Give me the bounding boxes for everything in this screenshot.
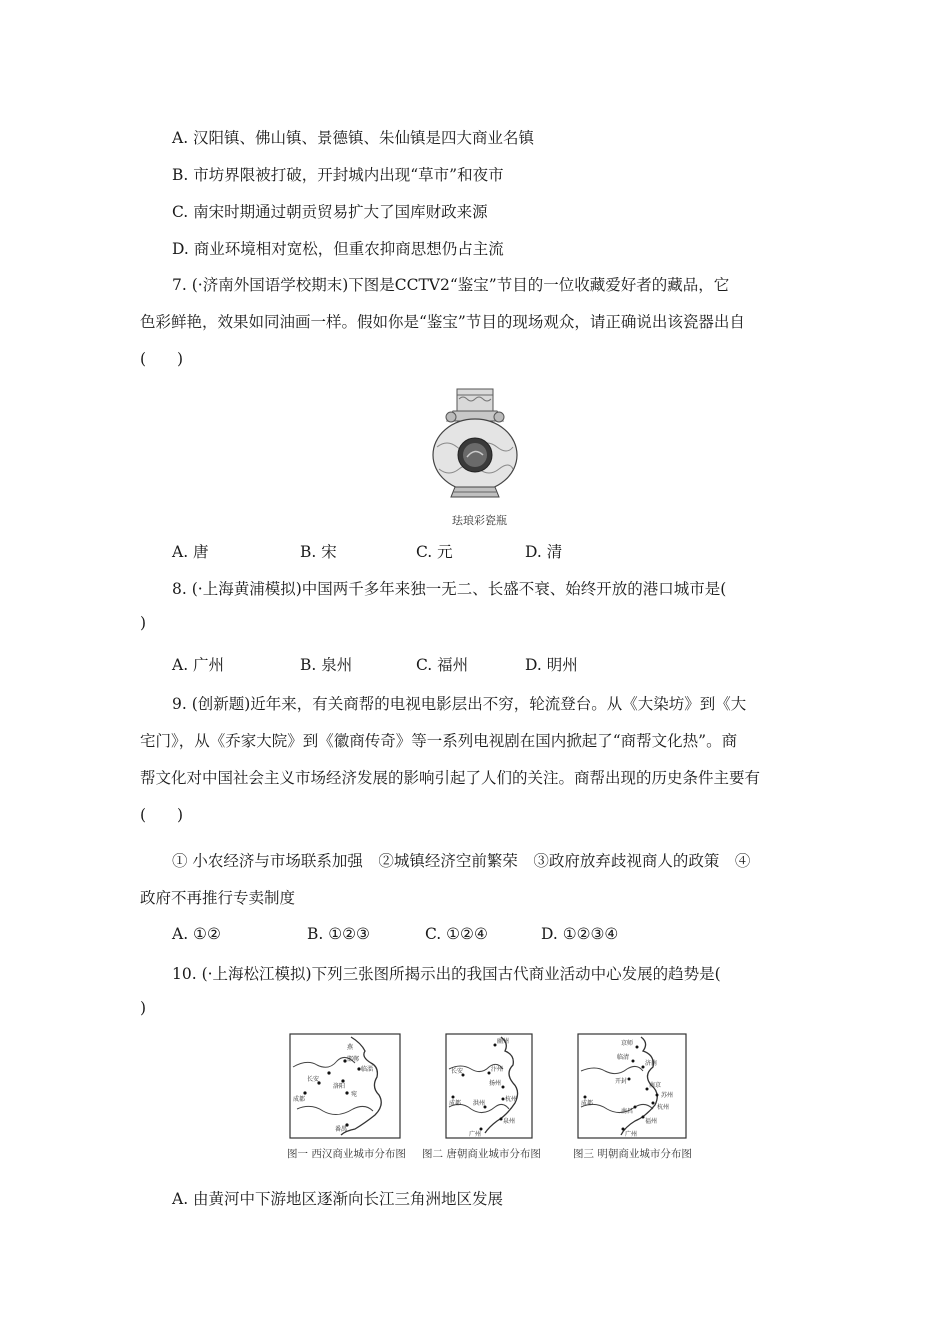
q6-option-c: C. 南宋时期通过朝贡贸易扩大了国库财政来源 bbox=[172, 203, 488, 221]
map2-caption: 图二 唐朝商业城市分布图 bbox=[422, 1148, 541, 1160]
map3-city-label: 开封 bbox=[615, 1078, 628, 1085]
q9-option-c: C. ①②④ bbox=[425, 925, 488, 943]
map2-city-label: 杭州 bbox=[505, 1096, 518, 1103]
map3-city-label: 济南 bbox=[645, 1060, 658, 1067]
q7-stem-line2: 色彩鲜艳，效果如同油画一样。假如你是“鉴宝”节目的现场观众，请正确说出该瓷器出自 bbox=[140, 313, 745, 331]
q9-items-line1: ① 小农经济与市场联系加强 ②城镇经济空前繁荣 ③政府放弃歧视商人的政策 ④ bbox=[172, 852, 751, 870]
map1-caption: 图一 西汉商业城市分布图 bbox=[287, 1148, 406, 1160]
q9-stem-line1: 9. (创新题)近年来，有关商帮的电视电影层出不穷，轮流登台。从《大染坊》到《大 bbox=[172, 695, 747, 713]
map1-city-label: 燕 bbox=[347, 1044, 354, 1051]
q7-option-c: C. 元 bbox=[416, 543, 453, 561]
map1-city-dot bbox=[303, 1091, 306, 1094]
q6-option-b: B. 市坊界限被打破，开封城内出现“草市”和夜市 bbox=[172, 166, 504, 184]
map3-city-label: 京师 bbox=[621, 1040, 634, 1047]
map2-city-label: 扬州 bbox=[489, 1080, 502, 1087]
map3-city-label: 南京 bbox=[649, 1082, 662, 1089]
map3-city-label: 杭州 bbox=[657, 1104, 670, 1111]
map2-city-label: 洪州 bbox=[473, 1100, 486, 1107]
map3-city-label: 广州 bbox=[625, 1131, 638, 1138]
map3-city-dot bbox=[656, 1094, 659, 1097]
map-western-han bbox=[289, 1033, 401, 1139]
q8-option-a: A. 广州 bbox=[172, 656, 225, 674]
q9-option-a: A. ①② bbox=[172, 925, 221, 943]
q9-option-d: D. ①②③④ bbox=[541, 925, 619, 943]
map3-city-label: 成都 bbox=[581, 1100, 594, 1107]
map1-city-label: 临淄 bbox=[361, 1066, 374, 1073]
q8-option-b: B. 泉州 bbox=[300, 656, 353, 674]
map1-city-dot bbox=[327, 1071, 330, 1074]
q8-stem-line2: ) bbox=[140, 614, 147, 632]
map2-city-label: 成都 bbox=[449, 1100, 462, 1107]
map3-city-dot bbox=[584, 1096, 587, 1099]
map2-city-label: 广州 bbox=[469, 1131, 482, 1138]
map-tang bbox=[445, 1033, 533, 1139]
q7-answer-bracket: ( ) bbox=[140, 350, 184, 368]
map2-city-dot bbox=[502, 1086, 505, 1089]
q7-option-a: A. 唐 bbox=[172, 543, 209, 561]
map3-city-label: 福州 bbox=[645, 1118, 658, 1125]
q9-answer-bracket: ( ) bbox=[140, 806, 184, 824]
map1-city-label: 番禺 bbox=[335, 1126, 348, 1133]
q9-stem-line3: 帮文化对中国社会主义市场经济发展的影响引起了人们的关注。商帮出现的历史条件主要有 bbox=[140, 769, 761, 787]
q8-stem-line1: 8. (·上海黄浦模拟)中国两千多年来独一无二、长盛不衰、始终开放的港口城市是( bbox=[172, 580, 727, 598]
map1-city-label: 成都 bbox=[293, 1096, 306, 1103]
map3-city-dot bbox=[636, 1046, 639, 1049]
map3-city-label: 南昌 bbox=[621, 1108, 634, 1115]
map3-city-label: 临清 bbox=[617, 1054, 630, 1061]
map2-city-label: 汴州 bbox=[491, 1066, 504, 1073]
map1-city-dot bbox=[345, 1091, 348, 1094]
q10-stem-line2: ) bbox=[140, 999, 147, 1017]
q10-stem-line1: 10. (·上海松江模拟)下列三张图所揭示出的我国古代商业活动中心发展的趋势是( bbox=[172, 965, 721, 983]
map1-city-label: 洛阳 bbox=[333, 1083, 346, 1090]
q8-option-d: D. 明州 bbox=[525, 656, 578, 674]
q9-items-line2: 政府不再推行专卖制度 bbox=[140, 889, 296, 907]
map3-city-dot bbox=[628, 1078, 631, 1081]
map3-city-label: 苏州 bbox=[661, 1092, 674, 1099]
vase-caption: 珐琅彩瓷瓶 bbox=[452, 514, 507, 527]
map1-city-label: 邯郸 bbox=[347, 1056, 360, 1063]
map1-city-label: 宛 bbox=[351, 1091, 358, 1098]
map2-city-label: 泉州 bbox=[503, 1118, 516, 1125]
q6-option-d: D. 商业环境相对宽松，但重农抑商思想仍占主流 bbox=[172, 240, 504, 258]
q7-option-b: B. 宋 bbox=[300, 543, 337, 561]
q10-option-a: A. 由黄河中下游地区逐渐向长江三角洲地区发展 bbox=[172, 1190, 504, 1208]
q8-option-c: C. 福州 bbox=[416, 656, 469, 674]
map3-city-dot bbox=[652, 1102, 655, 1105]
map2-city-label: 长安 bbox=[451, 1068, 464, 1075]
q6-option-a: A. 汉阳镇、佛山镇、景德镇、朱仙镇是四大商业名镇 bbox=[172, 129, 535, 147]
enamel-vase-image bbox=[425, 385, 525, 509]
map3-city-dot bbox=[634, 1106, 637, 1109]
q9-stem-line2: 宅门》，从《乔家大院》到《徽商传奇》等一系列电视剧在国内掀起了“商帮文化热”。商 bbox=[140, 732, 738, 750]
map2-city-label: 幽州 bbox=[497, 1038, 510, 1045]
q9-option-b: B. ①②③ bbox=[307, 925, 370, 943]
map2-city-dot bbox=[452, 1096, 455, 1099]
map3-city-dot bbox=[632, 1060, 635, 1063]
map-ming bbox=[577, 1033, 687, 1139]
map3-caption: 图三 明朝商业城市分布图 bbox=[573, 1148, 692, 1160]
q7-stem-line1: 7. (·济南外国语学校期末)下图是CCTV2“鉴宝”节目的一位收藏爱好者的藏品，它 bbox=[172, 276, 730, 294]
map1-city-label: 长安 bbox=[307, 1076, 320, 1083]
q7-option-d: D. 清 bbox=[525, 543, 563, 561]
